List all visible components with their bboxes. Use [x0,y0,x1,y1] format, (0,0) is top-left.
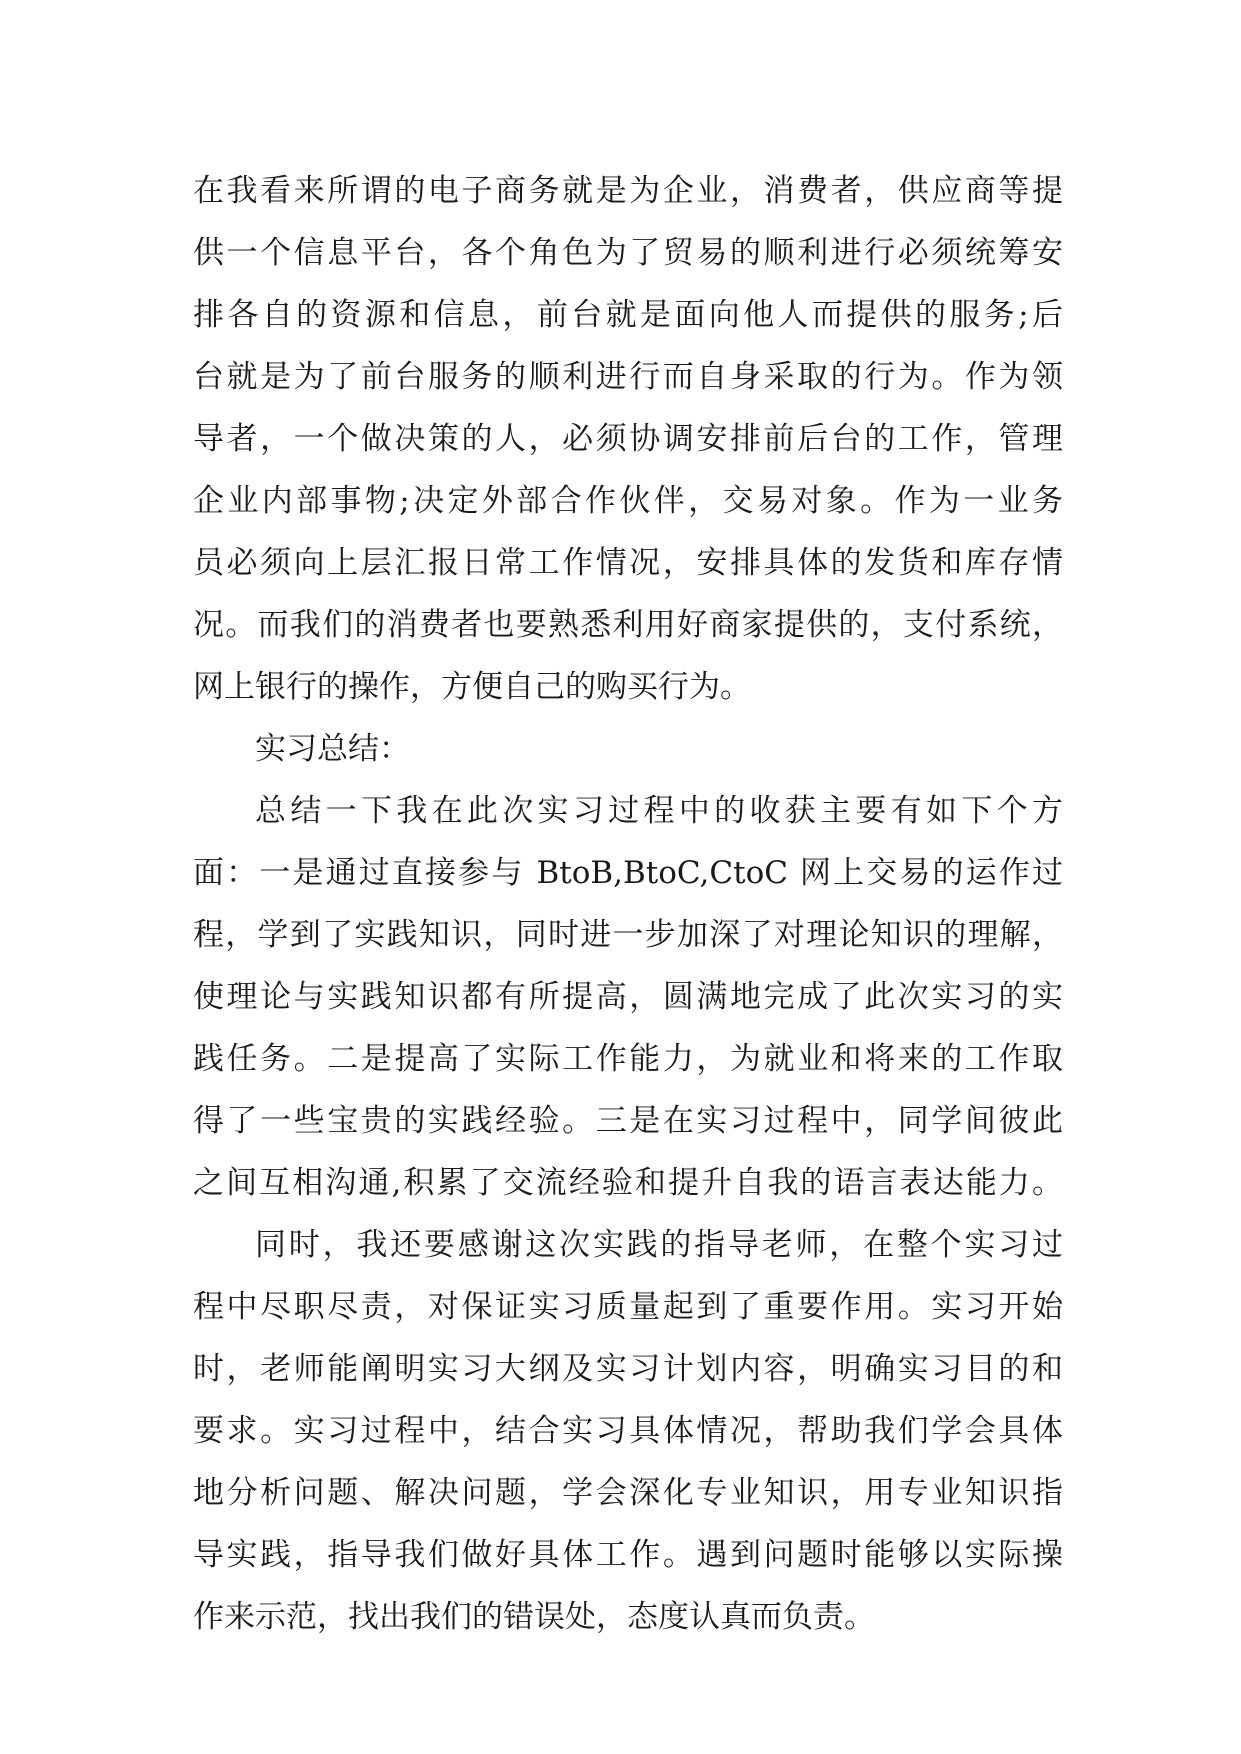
text-line: 得了一些宝贵的实践经验。三是在实习过程中，同学间彼此 [193,1103,1063,1139]
text-line: 在我看来所谓的电子商务就是为企业，消费者，供应商等提 [193,173,1063,209]
text-line: 排各自的资源和信息，前台就是面向他人而提供的服务;后 [193,297,1063,333]
text-line: 之间互相沟通,积累了交流经验和提升自我的语言表达能力。 [193,1165,1063,1201]
text-line: 导者，一个做决策的人，必须协调安排前后台的工作，管理 [193,421,1063,457]
text-line: 同时，我还要感谢这次实践的指导老师，在整个实习过 [255,1227,1063,1263]
section-heading: 实习总结： [255,731,410,767]
body-text [193,160,1063,1648]
text-line: 供一个信息平台，各个角色为了贸易的顺利进行必须统筹安 [193,235,1063,271]
text-line: 网上银行的操作，方便自己的购买行为。 [193,669,751,705]
text-line: 台就是为了前台服务的顺利进行而自身采取的行为。作为领 [193,359,1063,395]
text-line: 作来示范，找出我们的错误处，态度认真而负责。 [193,1599,875,1635]
text-line: 程中尽职尽责，对保证实习质量起到了重要作用。实习开始 [193,1289,1063,1325]
text-line: 导实践，指导我们做好具体工作。遇到问题时能够以实际操 [193,1537,1063,1573]
text-line: 程，学到了实践知识，同时进一步加深了对理论知识的理解， [193,917,1063,953]
text-line: 总结一下我在此次实习过程中的收获主要有如下个方 [255,793,1063,829]
text-line: 面：一是通过直接参与 BtoB,BtoC,CtoC 网上交易的运作过 [193,855,1063,891]
text-line: 践任务。二是提高了实际工作能力，为就业和将来的工作取 [193,1041,1063,1077]
text-line: 地分析问题、解决问题，学会深化专业知识，用专业知识指 [193,1475,1063,1511]
text-line: 员必须向上层汇报日常工作情况，安排具体的发货和库存情 [193,545,1063,581]
text-line: 使理论与实践知识都有所提高，圆满地完成了此次实习的实 [193,979,1063,1015]
text-line: 时，老师能阐明实习大纲及实习计划内容，明确实习目的和 [193,1351,1063,1387]
text-line: 企业内部事物;决定外部合作伙伴，交易对象。作为一业务 [193,483,1063,519]
text-line: 况。而我们的消费者也要熟悉利用好商家提供的，支付系统， [193,607,1063,643]
text-line: 要求。实习过程中，结合实习具体情况，帮助我们学会具体 [193,1413,1063,1449]
